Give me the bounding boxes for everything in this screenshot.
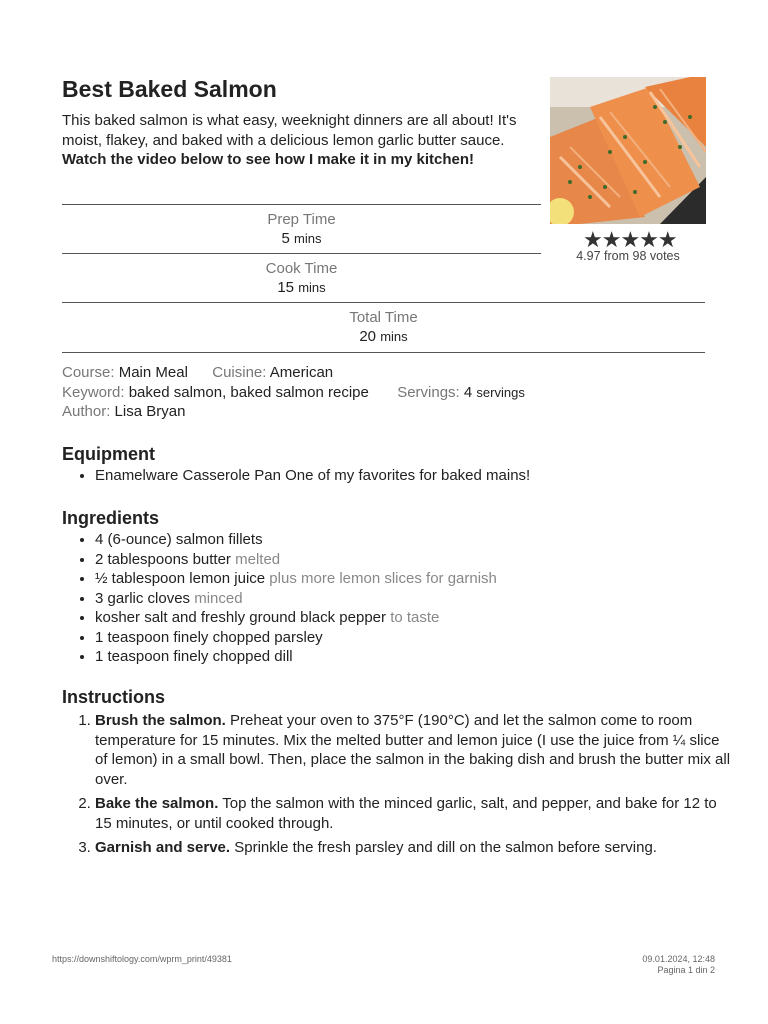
list-item: • 2 tablespoons butter melted <box>95 550 497 570</box>
list-item: • ½ tablespoon lemon juice plus more lemon slices for garnish <box>95 569 497 589</box>
summary-video-note: Watch the video below to see how I make it in my kitchen! <box>62 151 475 168</box>
step-title: Garnish and serve. <box>95 839 231 856</box>
salmon-image <box>550 77 706 224</box>
course-value: Main Meal <box>118 364 188 381</box>
list-item: • 1 teaspoon finely chopped parsley <box>95 628 497 648</box>
total-time-value: 20 mins <box>359 328 408 345</box>
equipment-note: One of my favorites for baked mains! <box>285 467 531 484</box>
author-value: Lisa Bryan <box>114 403 186 420</box>
course-label: Course: <box>62 364 115 381</box>
author-label: Author: <box>62 403 111 420</box>
rating-stars[interactable]: ★★★★★ <box>583 227 677 252</box>
equipment-list <box>62 466 530 486</box>
equipment-link[interactable]: Enamelware Casserole Pan <box>95 467 281 484</box>
list-item: • 1 teaspoon finely chopped dill <box>95 647 497 667</box>
list-item: • 4 (6-ounce) salmon fillets <box>95 530 497 550</box>
prep-time-value: 5 mins <box>281 230 322 247</box>
footer-url[interactable]: https://downshiftology.com/wprm_print/49381 <box>52 954 232 964</box>
instruction-step <box>95 711 735 789</box>
step-text: Sprinkle the fresh parsley and dill on the salmon before serving. <box>234 839 657 856</box>
step-title: Brush the salmon. <box>95 712 226 729</box>
step-text: Top the salmon with the minced garlic, salt, and pepper, and bake for 12 to 15 minutes, or until cooked through. <box>95 795 717 832</box>
meta-author <box>62 402 185 422</box>
keyword-label: Keyword: <box>62 384 125 401</box>
instruction-step <box>95 838 735 858</box>
list-item <box>95 466 530 486</box>
servings-value[interactable]: 4 <box>463 384 473 401</box>
cuisine-label: Cuisine: <box>212 364 267 381</box>
meta-course-cuisine <box>62 363 333 383</box>
servings-unit: servings <box>476 385 525 400</box>
equipment-heading: Equipment <box>62 444 155 464</box>
recipe-title: Best Baked Salmon <box>62 76 277 102</box>
footer-page-number: Pagina 1 din 2 <box>657 965 715 975</box>
keyword-value: baked salmon, baked salmon recipe <box>128 384 369 401</box>
cook-time-label: Cook Time <box>265 260 338 277</box>
recipe-photo <box>550 77 706 224</box>
total-time-block <box>62 302 705 353</box>
step-title: Bake the salmon. <box>95 795 219 812</box>
prep-time-label: Prep Time <box>267 211 336 228</box>
rating-votes: 4.97 from 98 votes <box>576 249 680 263</box>
summary-text: This baked salmon is what easy, weeknight dinners are all about! It's moist, flakey, and baked with a delicious lemon garlic butter sauce. <box>62 112 517 149</box>
ingredients-heading: Ingredients <box>62 508 160 528</box>
instruction-step <box>95 794 735 833</box>
list-item: • 3 garlic cloves minced <box>95 589 497 609</box>
prep-time-block <box>62 204 541 254</box>
footer-datetime: 09.01.2024, 12:48 <box>642 954 715 964</box>
footer-page-info <box>642 954 715 976</box>
ingredients-list <box>62 530 497 667</box>
servings-label: Servings: <box>397 384 460 401</box>
step-text: Preheat your oven to 375°F (190°C) and let the salmon come to room temperature for 15 minutes. Mix the melted butter and lemon juice (I use the juice from ¼ slice of lemon) in a small bowl. Then, place the salmon in the baking dish and brush the butter mix all over. <box>95 712 731 788</box>
instructions-list <box>62 711 735 863</box>
meta-keyword-servings <box>62 383 525 403</box>
cuisine-value: American <box>269 364 334 381</box>
list-item: • kosher salt and freshly ground black pepper to taste <box>95 608 497 628</box>
cook-time-block <box>62 253 541 303</box>
instructions-heading: Instructions <box>62 687 166 707</box>
total-time-label: Total Time <box>349 309 418 326</box>
cook-time-value: 15 mins <box>277 279 326 296</box>
recipe-summary <box>62 111 540 170</box>
